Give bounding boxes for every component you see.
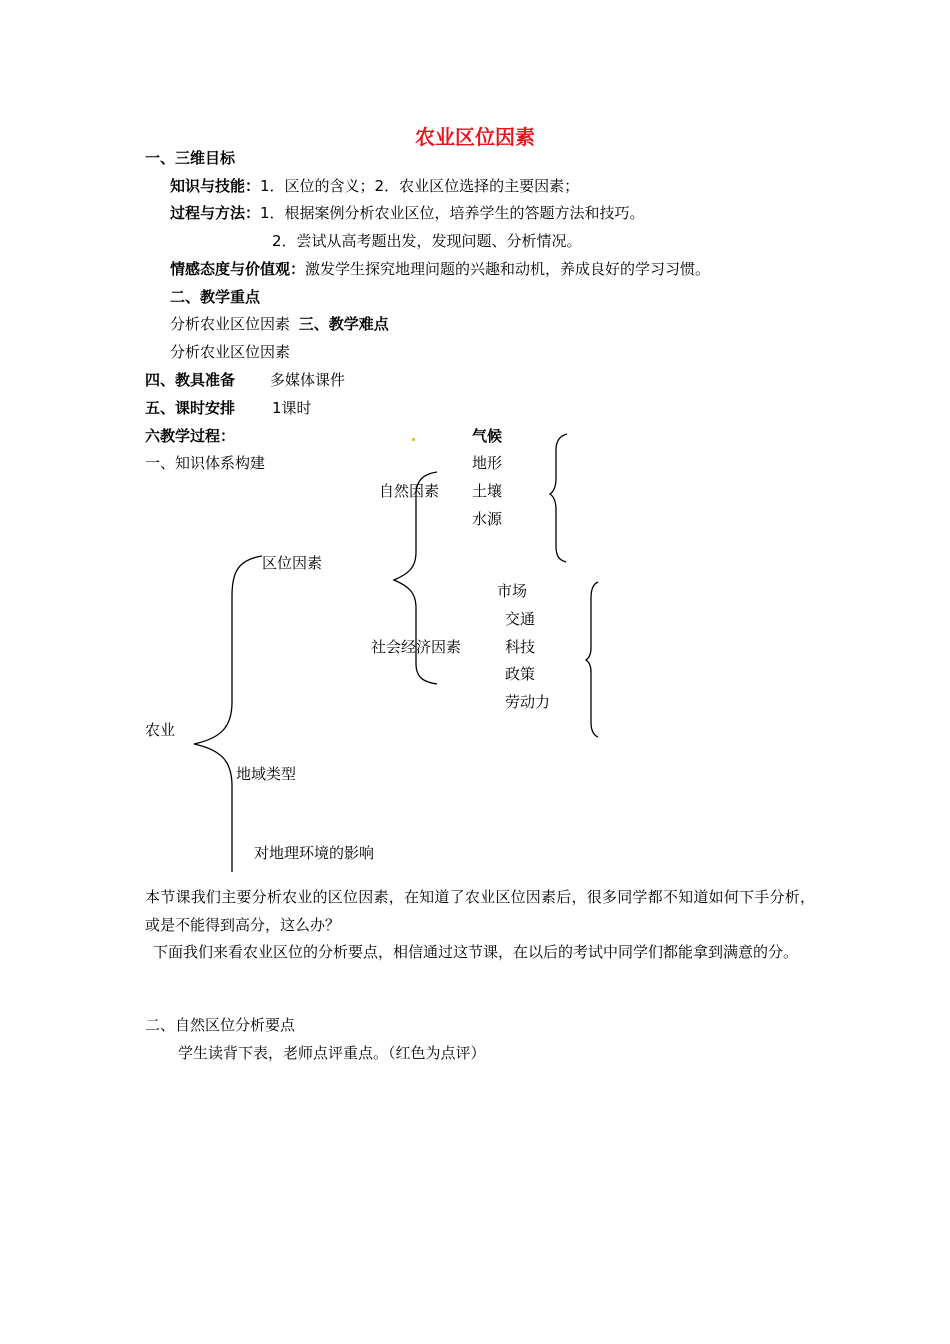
diagram-section-title: 一、知识体系构建 (145, 454, 266, 472)
process-heading: 六教学过程： (145, 427, 236, 445)
natural-item-climate: 气候 (472, 427, 503, 445)
decorative-dot (412, 438, 415, 441)
emotion-label: 情感态度与价值观： (170, 260, 306, 278)
key-point-line (170, 314, 389, 334)
branch-location: 区位因素 (262, 554, 323, 572)
natural-brace (550, 434, 567, 562)
social-item-policy: 政策 (505, 665, 536, 683)
agriculture-brace (194, 556, 262, 872)
social-item-market: 市场 (497, 582, 528, 600)
emotion-line (170, 259, 710, 279)
knowledge-label: 知识与技能： (170, 177, 261, 195)
section2-heading: 二、自然区位分析要点 (145, 1016, 296, 1034)
body-paragraph-1: 本节课我们主要分析农业的区位因素，在知道了农业区位因素后，很多同学都不知道如何下手分析，或是不能得到高分，这么办？ (145, 888, 815, 934)
tools-text: 多媒体课件 (270, 371, 346, 389)
social-brace (586, 582, 598, 737)
difficult-point-text: 分析农业区位因素 (170, 343, 291, 361)
knowledge-text: 1．区位的含义；2．农业区位选择的主要因素； (260, 177, 580, 195)
natural-item-terrain: 地形 (472, 454, 503, 472)
process-line (170, 203, 645, 223)
key-point-heading: 二、教学重点 (170, 288, 261, 306)
body-paragraph-2: 下面我们来看农业区位的分析要点，相信通过这节课，在以后的考试中同学们都能拿到满意的分。 (153, 943, 799, 961)
natural-factors: 自然因素 (379, 482, 440, 500)
branch-region: 地域类型 (236, 765, 297, 783)
natural-item-soil: 土壤 (472, 482, 503, 500)
process-label: 过程与方法： (170, 204, 261, 222)
goals-heading: 一、三维目标 (145, 149, 236, 167)
natural-item-water: 水源 (472, 510, 503, 528)
document-title: 农业区位因素 (415, 125, 535, 149)
branch-impact: 对地理环境的影响 (254, 844, 375, 862)
social-item-labor: 劳动力 (505, 693, 551, 711)
schedule-text: 1课时 (272, 399, 312, 417)
key-point-text: 分析农业区位因素 (170, 315, 291, 333)
social-item-transport: 交通 (505, 610, 536, 628)
process-text-2: 2．尝试从高考题出发，发现问题、分析情况。 (272, 232, 582, 250)
knowledge-line (170, 176, 579, 196)
process-text-1: 1．根据案例分析农业区位，培养学生的答题方法和技巧。 (260, 204, 645, 222)
section2-text: 学生读背下表，老师点评重点。（红色为点评） (178, 1044, 486, 1062)
emotion-text: 激发学生探究地理问题的兴趣和动机，养成良好的学习习惯。 (305, 260, 711, 278)
tools-heading: 四、教具准备 (145, 371, 236, 389)
schedule-heading: 五、课时安排 (145, 399, 236, 417)
social-item-technology: 科技 (505, 638, 536, 656)
social-factors: 社会经济因素 (371, 638, 462, 656)
difficult-point-heading: 三、教学难点 (298, 315, 389, 333)
diagram-root: 农业 (145, 721, 176, 739)
